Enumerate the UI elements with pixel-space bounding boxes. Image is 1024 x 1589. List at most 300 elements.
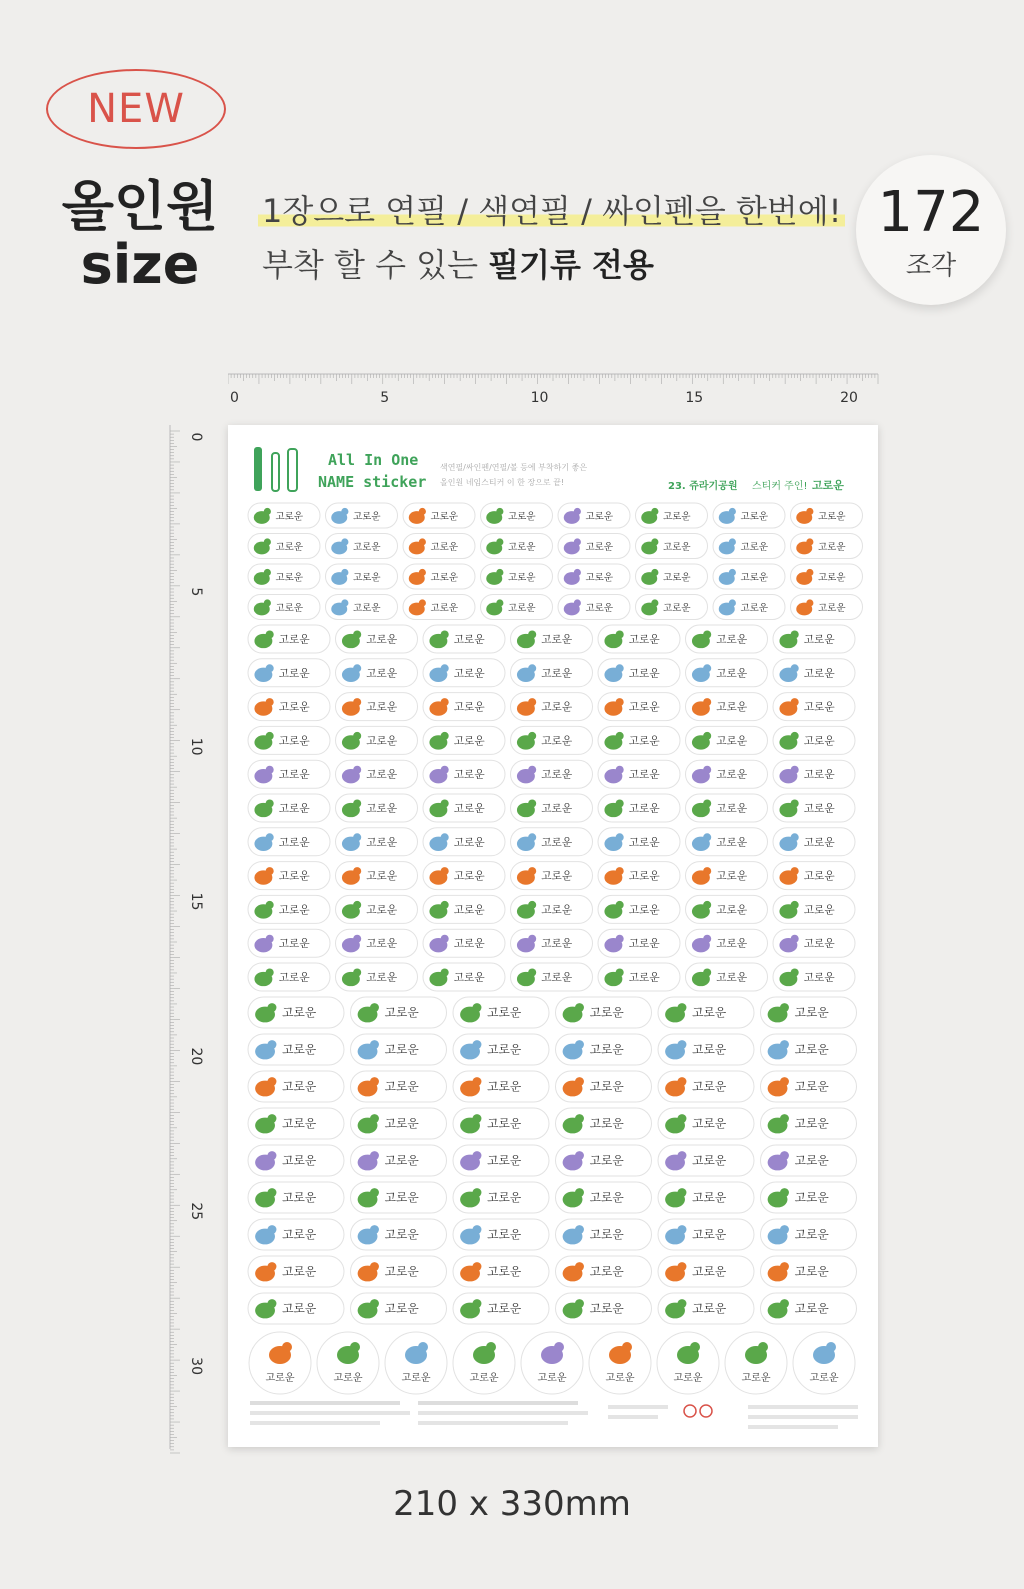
name-sticker — [248, 963, 330, 991]
ruler-label: 5 — [380, 390, 390, 406]
sticker-name: 고로운 — [384, 1042, 419, 1057]
sticker-name: 고로운 — [282, 1116, 317, 1131]
sticker-name: 고로운 — [692, 1301, 727, 1316]
sheet-fine-print — [250, 1401, 858, 1429]
name-sticker — [336, 693, 418, 721]
sticker-name: 고로운 — [692, 1227, 727, 1242]
name-sticker — [351, 1256, 447, 1287]
round-sticker — [657, 1332, 719, 1394]
warning-icon — [700, 1405, 712, 1417]
name-sticker — [556, 1182, 652, 1213]
sticker-name: 고로운 — [401, 1373, 431, 1384]
ruler-label: 10 — [530, 390, 549, 406]
sticker-name: 고로운 — [278, 768, 310, 782]
name-sticker — [248, 794, 330, 822]
name-sticker — [598, 895, 680, 923]
name-sticker — [713, 534, 785, 559]
sticker-name: 고로운 — [487, 1190, 522, 1205]
name-sticker — [248, 1256, 344, 1287]
name-sticker — [773, 963, 855, 991]
sticker-name: 고로운 — [628, 971, 660, 984]
name-sticker — [773, 726, 855, 754]
sticker-name: 고로운 — [453, 869, 485, 883]
name-sticker — [351, 1145, 447, 1176]
logo-line-2: NAME sticker — [318, 473, 427, 491]
name-sticker — [453, 1293, 549, 1324]
ruler-label: 5 — [188, 587, 204, 597]
sticker-name: 고로운 — [541, 903, 573, 917]
name-sticker — [556, 1145, 652, 1176]
name-sticker — [713, 503, 785, 528]
name-sticker — [336, 862, 418, 890]
sticker-name: 고로운 — [366, 903, 398, 917]
sticker-name: 고로운 — [366, 971, 398, 984]
sticker-name: 고로운 — [453, 700, 485, 714]
sticker-name: 고로운 — [628, 937, 660, 951]
round-sticker — [793, 1332, 855, 1394]
sticker-name: 고로운 — [278, 869, 310, 883]
sticker-name: 고로운 — [366, 734, 398, 748]
sticker-name: 고로운 — [716, 768, 748, 782]
sticker-name: 고로운 — [541, 666, 573, 680]
sticker-name: 고로운 — [818, 603, 846, 614]
sticker-name: 고로운 — [794, 1042, 829, 1057]
name-sticker — [423, 625, 505, 653]
sticker-name: 고로운 — [692, 1190, 727, 1205]
sticker-name: 고로운 — [333, 1373, 363, 1384]
sticker-name: 고로운 — [628, 835, 660, 849]
warning-icon — [684, 1405, 696, 1417]
name-sticker — [791, 534, 863, 559]
sticker-name: 고로운 — [278, 802, 310, 815]
name-sticker — [248, 895, 330, 923]
name-sticker — [511, 693, 593, 721]
sticker-name: 고로운 — [278, 700, 310, 714]
name-sticker — [351, 1293, 447, 1324]
sticker-grid — [248, 503, 863, 1394]
name-sticker — [423, 693, 505, 721]
name-sticker — [791, 503, 863, 528]
sticker-name: 고로운 — [803, 802, 835, 815]
name-sticker — [326, 564, 398, 589]
name-sticker — [248, 760, 330, 788]
sticker-name: 고로운 — [794, 1005, 829, 1020]
name-sticker — [773, 895, 855, 923]
sticker-name: 고로운 — [716, 971, 748, 984]
name-sticker — [791, 564, 863, 589]
sheet-code: 23. 쥬라기공원 — [668, 481, 738, 492]
sticker-name: 고로운 — [278, 666, 310, 680]
name-sticker — [686, 726, 768, 754]
sticker-name: 고로운 — [692, 1042, 727, 1057]
sticker-name: 고로운 — [716, 802, 748, 815]
ruler-label: 20 — [188, 1047, 204, 1066]
vertical-ruler — [162, 425, 208, 1455]
sticker-name: 고로운 — [282, 1042, 317, 1057]
sticker-name: 고로운 — [541, 802, 573, 815]
name-sticker — [598, 963, 680, 991]
sticker-name: 고로운 — [366, 700, 398, 714]
sticker-name: 고로운 — [803, 666, 835, 680]
sticker-name: 고로운 — [453, 835, 485, 849]
name-sticker — [423, 726, 505, 754]
sticker-name: 고로운 — [663, 511, 691, 523]
name-sticker — [686, 828, 768, 856]
name-sticker — [511, 895, 593, 923]
name-sticker — [658, 1219, 754, 1250]
name-sticker — [336, 929, 418, 957]
name-sticker — [481, 503, 553, 528]
name-sticker — [423, 659, 505, 687]
name-sticker — [511, 760, 593, 788]
sticker-name: 고로운 — [430, 572, 459, 584]
round-sticker — [589, 1332, 651, 1394]
name-sticker — [336, 659, 418, 687]
sticker-name: 고로운 — [366, 937, 398, 951]
name-sticker — [423, 862, 505, 890]
sticker-name: 고로운 — [794, 1190, 829, 1205]
name-sticker — [636, 595, 708, 620]
name-sticker — [773, 659, 855, 687]
name-sticker — [686, 760, 768, 788]
name-sticker — [636, 534, 708, 559]
sticker-name: 고로운 — [541, 734, 573, 748]
sticker-name: 고로운 — [541, 700, 573, 714]
name-sticker — [351, 997, 447, 1028]
sticker-name: 고로운 — [794, 1116, 829, 1131]
name-sticker — [556, 1071, 652, 1102]
name-sticker — [423, 828, 505, 856]
name-sticker — [351, 1108, 447, 1139]
sticker-name: 고로운 — [353, 572, 381, 584]
name-sticker — [511, 726, 593, 754]
description-prefix: 부착 할 수 있는 — [262, 246, 489, 284]
name-sticker — [598, 794, 680, 822]
sticker-name: 고로운 — [716, 734, 748, 748]
name-sticker — [248, 1219, 344, 1250]
name-sticker — [658, 1293, 754, 1324]
sticker-name: 고로운 — [275, 603, 304, 614]
sticker-name: 고로운 — [628, 802, 660, 815]
name-sticker — [761, 1293, 857, 1324]
round-sticker — [385, 1332, 447, 1394]
sheet-dimensions: 210 x 330mm — [393, 1484, 631, 1524]
name-sticker — [761, 1145, 857, 1176]
round-sticker — [249, 1332, 311, 1394]
name-sticker — [423, 760, 505, 788]
name-sticker — [556, 1034, 652, 1065]
sticker-name: 고로운 — [585, 542, 614, 553]
name-sticker — [686, 794, 768, 822]
pencil-icon — [254, 447, 262, 491]
sticker-name: 고로운 — [275, 511, 304, 523]
sticker-name: 고로운 — [803, 835, 835, 849]
sticker-name: 고로운 — [818, 542, 846, 553]
name-sticker — [423, 794, 505, 822]
name-sticker — [558, 595, 630, 620]
name-sticker — [481, 564, 553, 589]
sticker-name: 고로운 — [384, 1227, 419, 1242]
sticker-name: 고로운 — [541, 971, 573, 984]
sticker-name: 고로운 — [692, 1264, 727, 1279]
name-sticker — [248, 1182, 344, 1213]
name-sticker — [248, 997, 344, 1028]
name-sticker — [773, 828, 855, 856]
name-sticker — [336, 828, 418, 856]
sticker-name: 고로운 — [716, 937, 748, 951]
title-line-2: size — [80, 233, 200, 296]
sticker-name: 고로운 — [282, 1301, 317, 1316]
piece-count-badge — [856, 155, 1006, 305]
sticker-name: 고로운 — [803, 971, 835, 984]
sticker-name: 고로운 — [487, 1079, 522, 1094]
name-sticker — [511, 828, 593, 856]
sticker-name: 고로운 — [818, 572, 846, 584]
name-sticker — [686, 862, 768, 890]
name-sticker — [248, 503, 320, 528]
sticker-name: 고로운 — [692, 1153, 727, 1168]
name-sticker — [558, 534, 630, 559]
sticker-name: 고로운 — [366, 802, 398, 815]
piece-count-unit: 조각 — [905, 251, 957, 281]
sticker-name: 고로운 — [278, 971, 310, 984]
sticker-name: 고로운 — [453, 768, 485, 782]
name-sticker — [761, 1182, 857, 1213]
sticker-name: 고로운 — [589, 1116, 624, 1131]
sticker-name: 고로운 — [487, 1042, 522, 1057]
ruler-label: 0 — [230, 390, 239, 406]
name-sticker — [773, 693, 855, 721]
name-sticker — [423, 963, 505, 991]
sticker-name: 고로운 — [663, 603, 691, 614]
name-sticker — [248, 625, 330, 653]
sticker-name: 고로운 — [265, 1373, 295, 1384]
sheet-owner-name: 고로운 — [812, 479, 844, 492]
ruler-label: 25 — [188, 1202, 204, 1221]
name-sticker — [598, 693, 680, 721]
sticker-name: 고로운 — [384, 1153, 419, 1168]
sticker-name: 고로운 — [453, 903, 485, 917]
sticker-name: 고로운 — [589, 1005, 624, 1020]
name-sticker — [336, 760, 418, 788]
sticker-name: 고로운 — [585, 511, 614, 523]
name-sticker — [511, 659, 593, 687]
name-sticker — [453, 1108, 549, 1139]
sticker-name: 고로운 — [487, 1227, 522, 1242]
name-sticker — [453, 1145, 549, 1176]
name-sticker — [511, 929, 593, 957]
sticker-name: 고로운 — [469, 1373, 499, 1384]
round-sticker — [453, 1332, 515, 1394]
sticker-name: 고로운 — [282, 1227, 317, 1242]
name-sticker — [658, 1256, 754, 1287]
name-sticker — [761, 1108, 857, 1139]
sticker-name: 고로운 — [430, 603, 459, 614]
name-sticker — [453, 1034, 549, 1065]
ruler-label: 0 — [188, 432, 204, 442]
sticker-name: 고로운 — [740, 542, 769, 553]
sticker-name: 고로운 — [803, 700, 835, 714]
sheet-subtitle-1: 색연필/싸인펜/연필/볼 등에 부착하기 좋은 — [440, 463, 588, 472]
name-sticker — [403, 564, 475, 589]
round-sticker — [317, 1332, 379, 1394]
sticker-name: 고로운 — [589, 1042, 624, 1057]
sticker-name: 고로운 — [589, 1264, 624, 1279]
logo-line-1: All In One — [328, 451, 419, 469]
sheet-logo — [254, 447, 426, 491]
sticker-name: 고로운 — [278, 835, 310, 849]
sticker-name: 고로운 — [794, 1153, 829, 1168]
name-sticker — [248, 1071, 344, 1102]
sticker-name: 고로운 — [803, 768, 835, 782]
sticker-name: 고로운 — [282, 1005, 317, 1020]
pencil-icon — [272, 453, 279, 491]
sticker-name: 고로운 — [541, 835, 573, 849]
sticker-name: 고로운 — [384, 1301, 419, 1316]
sticker-name: 고로운 — [716, 666, 748, 680]
sticker-name: 고로운 — [282, 1190, 317, 1205]
name-sticker — [636, 503, 708, 528]
name-sticker — [453, 1071, 549, 1102]
sticker-name: 고로운 — [282, 1264, 317, 1279]
sticker-name: 고로운 — [794, 1301, 829, 1316]
name-sticker — [686, 895, 768, 923]
sticker-name: 고로운 — [605, 1373, 635, 1384]
sticker-name: 고로운 — [803, 903, 835, 917]
name-sticker — [248, 595, 320, 620]
piece-count-number: 172 — [877, 180, 985, 245]
name-sticker — [511, 862, 593, 890]
sticker-name: 고로운 — [487, 1153, 522, 1168]
name-sticker — [248, 828, 330, 856]
sticker-name: 고로운 — [716, 700, 748, 714]
name-sticker — [453, 1256, 549, 1287]
ruler-label: 15 — [188, 892, 204, 911]
sticker-name: 고로운 — [716, 835, 748, 849]
sticker-name: 고로운 — [453, 937, 485, 951]
name-sticker — [336, 895, 418, 923]
sticker-name: 고로운 — [541, 768, 573, 782]
name-sticker — [713, 564, 785, 589]
name-sticker — [761, 1071, 857, 1102]
sticker-name: 고로운 — [589, 1190, 624, 1205]
sticker-name: 고로운 — [508, 603, 536, 614]
new-badge: NEW — [46, 69, 226, 149]
ruler-label: 10 — [188, 737, 204, 756]
sticker-name: 고로운 — [537, 1373, 567, 1384]
sticker-name: 고로운 — [453, 802, 485, 815]
sticker-name: 고로운 — [589, 1153, 624, 1168]
sticker-name: 고로운 — [541, 937, 573, 951]
name-sticker — [326, 534, 398, 559]
name-sticker — [791, 595, 863, 620]
name-sticker — [326, 595, 398, 620]
sticker-name: 고로운 — [487, 1005, 522, 1020]
sticker-name: 고로운 — [716, 633, 748, 646]
sticker-name: 고로운 — [275, 572, 304, 584]
sticker-name: 고로운 — [809, 1373, 839, 1384]
name-sticker — [773, 862, 855, 890]
ruler-label: 20 — [840, 390, 858, 406]
name-sticker — [558, 564, 630, 589]
name-sticker — [248, 726, 330, 754]
sticker-name: 고로운 — [740, 603, 769, 614]
sticker-name: 고로운 — [585, 572, 614, 584]
sticker-name: 고로운 — [794, 1227, 829, 1242]
horizontal-ruler — [228, 366, 880, 410]
name-sticker — [248, 862, 330, 890]
name-sticker — [351, 1182, 447, 1213]
name-sticker — [658, 1108, 754, 1139]
round-sticker — [521, 1332, 583, 1394]
sticker-name: 고로운 — [663, 542, 691, 553]
name-sticker — [336, 963, 418, 991]
name-sticker — [773, 794, 855, 822]
name-sticker — [556, 997, 652, 1028]
name-sticker — [773, 760, 855, 788]
name-sticker — [686, 693, 768, 721]
sticker-name: 고로운 — [353, 511, 381, 523]
round-sticker — [725, 1332, 787, 1394]
name-sticker — [248, 564, 320, 589]
sticker-name: 고로운 — [430, 511, 459, 523]
sticker-name: 고로운 — [803, 734, 835, 748]
sticker-name: 고로운 — [541, 633, 573, 646]
name-sticker — [713, 595, 785, 620]
sticker-name: 고로운 — [692, 1005, 727, 1020]
sticker-name: 고로운 — [366, 768, 398, 782]
sticker-name: 고로운 — [366, 869, 398, 883]
sticker-name: 고로운 — [663, 572, 691, 584]
name-sticker — [598, 929, 680, 957]
marker-icon — [288, 449, 297, 491]
name-sticker — [248, 1034, 344, 1065]
name-sticker — [686, 963, 768, 991]
name-sticker — [658, 1034, 754, 1065]
sticker-name: 고로운 — [487, 1264, 522, 1279]
sticker-name: 고로운 — [453, 633, 485, 646]
sticker-name: 고로운 — [487, 1116, 522, 1131]
sticker-name: 고로운 — [487, 1301, 522, 1316]
sticker-name: 고로운 — [366, 666, 398, 680]
name-sticker — [248, 929, 330, 957]
sticker-name: 고로운 — [384, 1116, 419, 1131]
product-size-title — [60, 175, 220, 296]
name-sticker — [453, 1182, 549, 1213]
name-sticker — [556, 1256, 652, 1287]
sticker-name: 고로운 — [508, 511, 536, 523]
name-sticker — [658, 1071, 754, 1102]
sticker-name: 고로운 — [741, 1373, 771, 1384]
sticker-name: 고로운 — [384, 1190, 419, 1205]
sticker-name: 고로운 — [384, 1005, 419, 1020]
name-sticker — [326, 503, 398, 528]
sticker-name: 고로운 — [366, 633, 398, 646]
name-sticker — [453, 1219, 549, 1250]
title-line-1: 올인원 — [61, 175, 219, 238]
name-sticker — [403, 503, 475, 528]
name-sticker — [556, 1293, 652, 1324]
name-sticker — [481, 595, 553, 620]
sticker-name: 고로운 — [453, 971, 485, 984]
name-sticker — [481, 534, 553, 559]
name-sticker — [598, 659, 680, 687]
name-sticker — [403, 595, 475, 620]
name-sticker — [773, 625, 855, 653]
sticker-name: 고로운 — [803, 633, 835, 646]
name-sticker — [248, 659, 330, 687]
sticker-name: 고로운 — [278, 734, 310, 748]
